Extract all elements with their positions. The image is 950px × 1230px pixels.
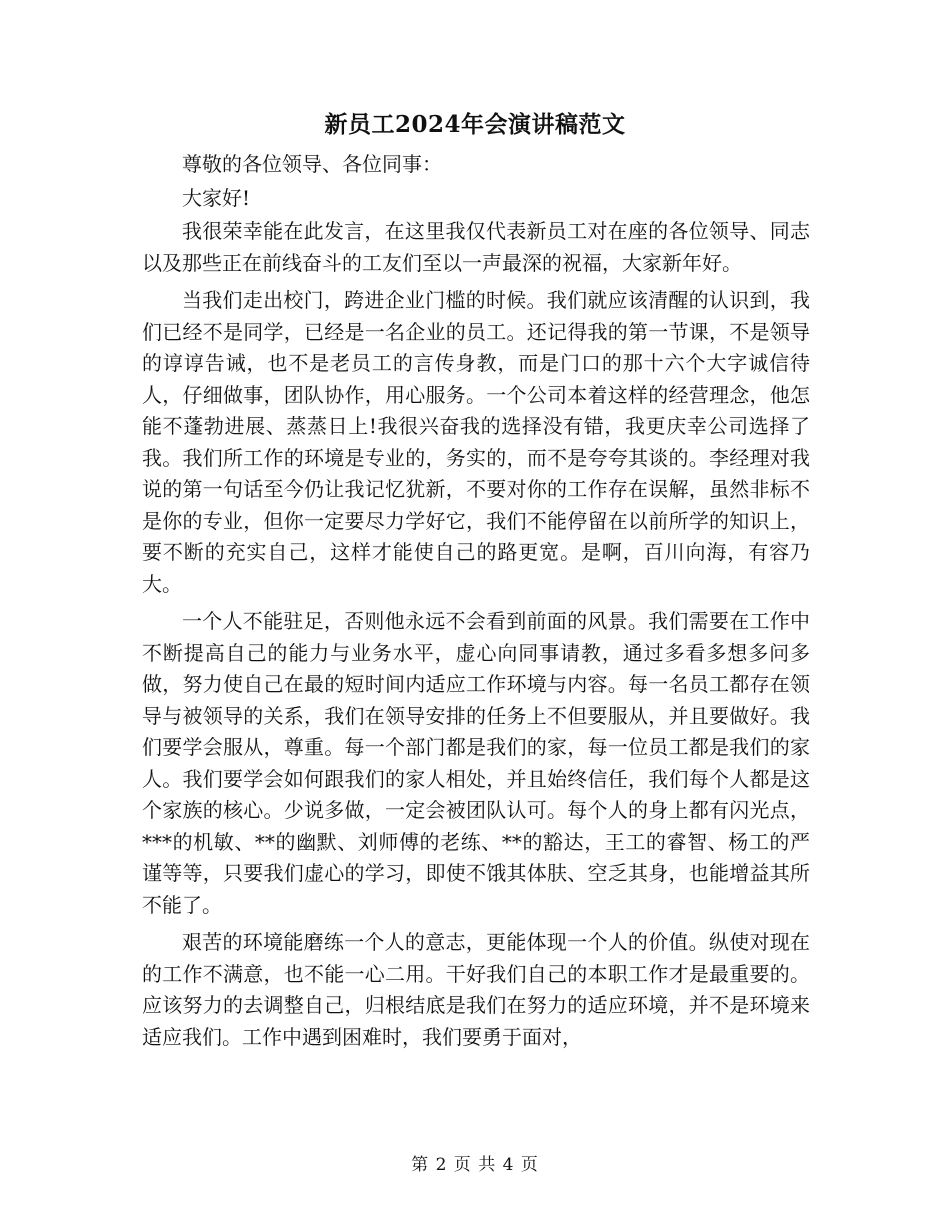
page-footer: 第 2 页 共 4 页 — [411, 1155, 539, 1175]
body-paragraph: 我很荣幸能在此发言，在这里我仅代表新员工对在座的各位领导、同志以及那些正在前线奋斗的工友们至以一声最深的祝福，大家新年好。 — [142, 219, 810, 275]
body-paragraph: 当我们走出校门，跨进企业门槛的时候。我们就应该清醒的认识到，我们已经不是同学，已经是一名企业的员工。还记得我的第一节课，不是领导的谆谆告诫，也不是老员工的言传身教，而是门口的那十六个大字诚信待人，仔细做事，团队协作，用心服务。一个公司本着这样的经营理念，他怎能不蓬勃进展、蒸蒸日上!我很兴奋我的选择没有错，我更庆幸公司选择了我。我们所工作的环境是专业的，务实的，而不是夸夸其谈的。李经理对我说的第一句话至今仍让我记忆犹新，不要对你的工作存在误解，虽然非标不是你的专业，但你一定要尽力学好它，我们不能停留在以前所学的知识上，要不断的充实自己，这样才能使自己的路更宽。是啊，百川向海，有容乃大。 — [142, 288, 810, 596]
salutation-paragraph: 尊敬的各位领导、各位同事： — [182, 152, 442, 176]
greeting-paragraph: 大家好! — [182, 185, 251, 210]
document-title: 新员工2024年会演讲稿范文 — [324, 111, 626, 138]
body-paragraph: 一个人不能驻足，否则他永远不会看到前面的风景。我们需要在工作中不断提高自己的能力与业务水平，虚心向同事请教，通过多看多想多问多做，努力使自己在最的短时间内适应工作环境与内容。每一名员工都存在领导与被领导的关系，我们在领导安排的任务上不但要服从，并且要做好。我们要学会服从，尊重。每一个部门都是我们的家，每一位员工都是我们的家人。我们要学会如何跟我们的家人相处，并且始终信任，我们每个人都是这个家族的核心。少说多做，一定会被团队认可。每个人的身上都有闪光点，***的机敏、**的幽默、刘师傅的老练、**的豁达，王工的睿智、杨工的严谨等等，只要我们虚心的学习，即使不饿其体肤、空乏其身，也能增益其所不能了。 — [142, 609, 810, 917]
body-paragraph: 艰苦的环境能磨练一个人的意志，更能体现一个人的价值。纵使对现在的工作不满意，也不能一心二用。干好我们自己的本职工作才是最重要的。应该努力的去调整自己，归根结底是我们在努力的适应环境，并不是环境来适应我们。工作中遇到困难时，我们要勇于面对， — [142, 930, 810, 1049]
document-body — [142, 149, 810, 1059]
